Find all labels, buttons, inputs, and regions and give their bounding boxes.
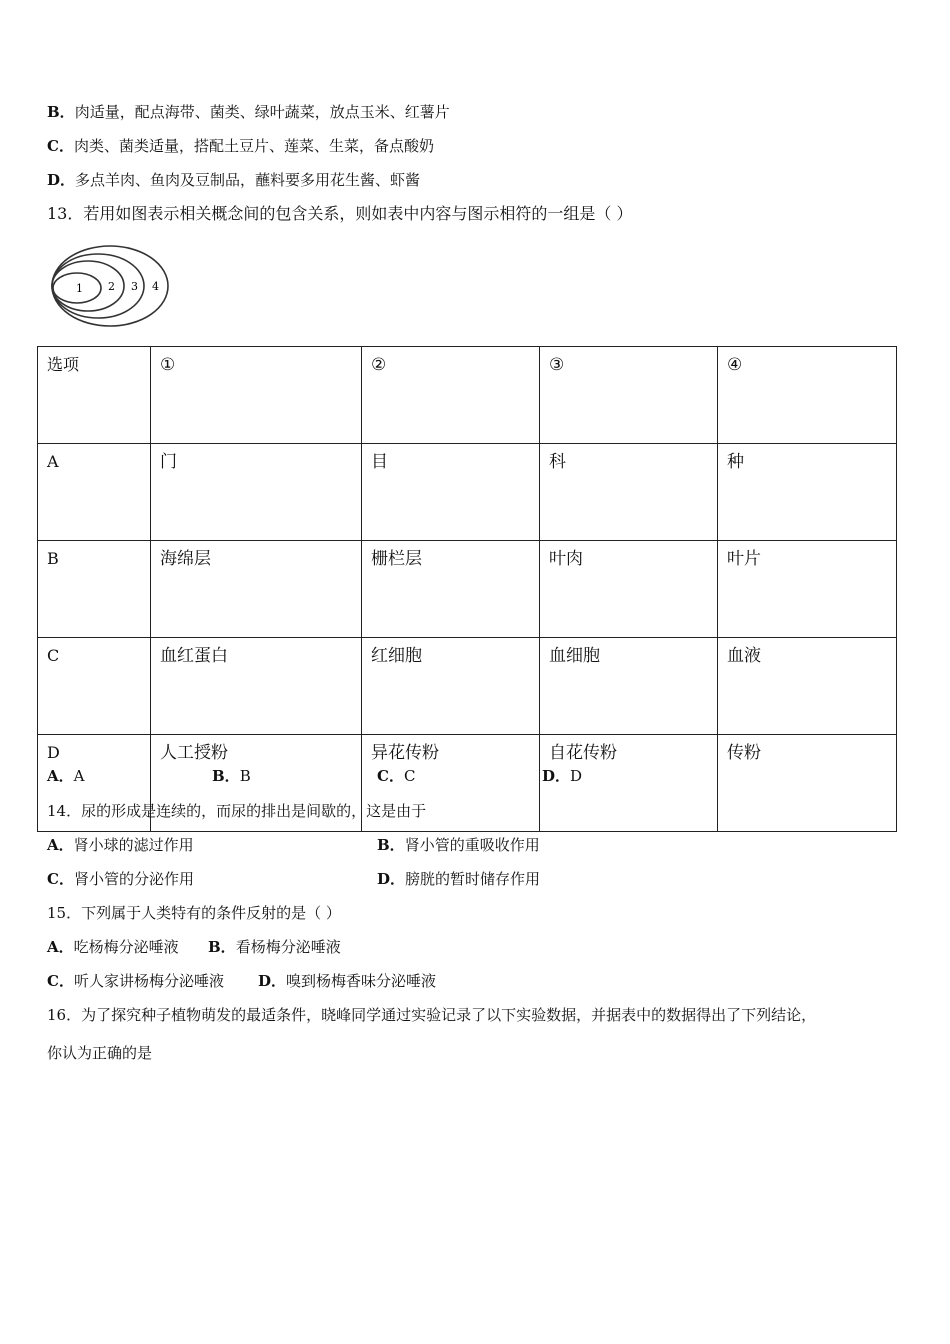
table-cell: 栅栏层 [362,541,540,638]
table-cell: 门 [151,444,362,541]
nested-ellipses-diagram [50,240,172,330]
table-header-cell: ③ [540,347,718,444]
q14-stem: 14．尿的形成是连续的，而尿的排出是间歇的，这是由于 [47,802,427,820]
table-cell: C [38,638,151,735]
table-header-cell: 选项 [38,347,151,444]
diagram-label-2: 2 [108,280,115,293]
q14-option-a: A．肾小球的滤过作用 [47,836,194,854]
table-header-cell: ① [151,347,362,444]
table-cell: 血红蛋白 [151,638,362,735]
q16-stem-line2: 你认为正确的是 [47,1044,153,1062]
q13-stem: 13．若用如图表示相关概念间的包含关系，则如表中内容与图示相符的一组是（ ） [47,204,633,223]
table-cell: D [38,735,151,832]
table-row [38,444,897,541]
diagram-label-1: 1 [76,282,83,295]
q13-option-b: B．B [212,767,251,785]
table-header-cell: ② [362,347,540,444]
table-cell: 海绵层 [151,541,362,638]
q14-option-c: C．肾小管的分泌作用 [47,870,194,888]
table-cell: 目 [362,444,540,541]
diagram-label-4: 4 [152,280,159,293]
table-cell: 人工授粉 [151,735,362,832]
q15-stem: 15．下列属于人类特有的条件反射的是（ ） [47,904,341,922]
table-cell: A [38,444,151,541]
table-cell: 科 [540,444,718,541]
q13-option-d: D．D [542,767,583,785]
diagram-label-3: 3 [131,280,138,293]
table-cell: 血细胞 [540,638,718,735]
table-header-cell: ④ [718,347,897,444]
q15-option-d: D．嗅到杨梅香味分泌唾液 [258,972,437,990]
q12-option-b: B．肉适量，配点海带、菌类、绿叶蔬菜，放点玉米、红薯片 [47,103,450,121]
table-header-row [38,347,897,444]
table-cell: 血液 [718,638,897,735]
q14-option-d: D．膀胱的暂时储存作用 [377,870,541,888]
q15-option-c: C．听人家讲杨梅分泌唾液 [47,972,224,990]
table-cell: 叶片 [718,541,897,638]
q12-option-d: D．多点羊肉、鱼肉及豆制品，蘸料要多用花生酱、虾酱 [47,171,421,189]
table-cell: 异花传粉 [362,735,540,832]
q14-option-b: B．肾小管的重吸收作用 [377,836,540,854]
q12-option-c: C．肉类、菌类适量，搭配土豆片、莲菜、生菜，备点酸奶 [47,137,434,155]
table-row [38,638,897,735]
table-row [38,541,897,638]
q13-option-a: A．A [47,767,85,785]
q15-option-b: B．看杨梅分泌唾液 [208,938,341,956]
q13-option-c: C．C [377,767,416,785]
q15-option-a: A．吃杨梅分泌唾液 [47,938,179,956]
q13-options-table [37,346,897,832]
table-cell: 叶肉 [540,541,718,638]
table-cell: 传粉 [718,735,897,832]
table-cell: 自花传粉 [540,735,718,832]
table-cell: 种 [718,444,897,541]
q16-stem-line1: 16．为了探究种子植物萌发的最适条件，晓峰同学通过实验记录了以下实验数据，并据表中的数据得出了下列结论， [47,1006,817,1024]
table-cell: B [38,541,151,638]
table-cell: 红细胞 [362,638,540,735]
